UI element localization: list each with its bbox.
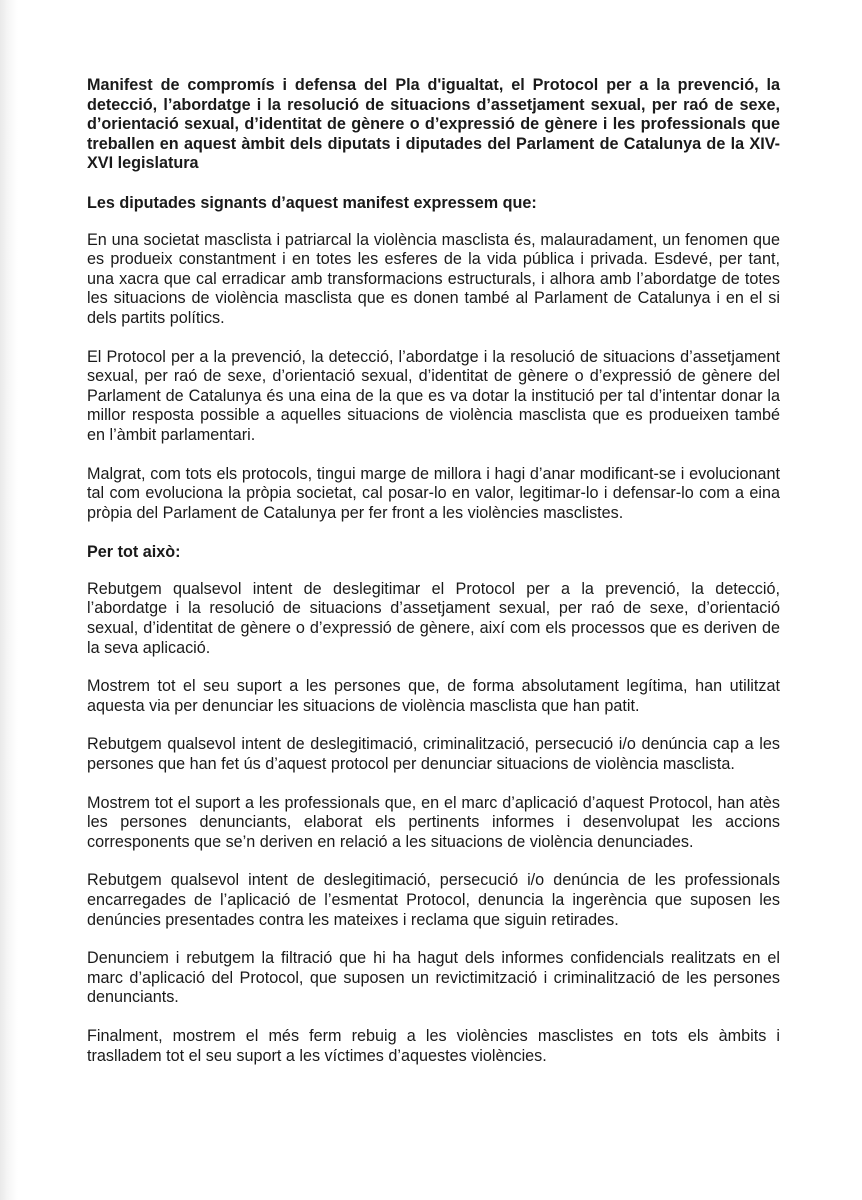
conclusion-paragraph: Denunciem i rebutgem la filtració que hi ha hagut dels informes confidencials realitzats en el marc d’aplicació del Protocol, que suposen un revictimització i criminalització de les persones denunciants. xyxy=(87,949,780,1007)
conclusion-heading: Per tot això: xyxy=(87,543,181,562)
intro-paragraph: El Protocol per a la prevenció, la detecció, l’abordatge i la resolució de situacions d’assetjament sexual, per raó de sexe, d’orientació sexual, d’identitat de gènere o d’expressió de gènere del Parlament de Catalunya és una eina de la que es va dotar la institució per tal d’intentar donar la millor resposta possible a aquelles situacions de violència masclista que es produeixen també en l’àmbit parlamentari. xyxy=(87,347,780,444)
document-title: Manifest de compromís i defensa del Pla d'igualtat, el Protocol per a la prevenció, la detecció, l’abordatge i la resolució de situacions d’assetjament sexual, per raó de sexe, d’orientació sexual, d’identitat de gènere o d’expressió de gènere i les professionals que treballen en aquest àmbit dels diputats i diputades del Parlament de Catalunya de la XIV- XVI legislatura xyxy=(87,76,780,173)
intro-heading: Les diputades signants d’aquest manifest expressem que: xyxy=(87,193,537,212)
conclusion-paragraph: Rebutgem qualsevol intent de deslegitimar el Protocol per a la prevenció, la detecció, l’abordatge i la resolució de situacions d’assetjament sexual, per raó de sexe, d’orientació sexual, d’identitat de gènere o d’expressió de gènere, així com els processos que es deriven de la seva aplicació. xyxy=(87,579,780,657)
conclusion-paragraph: Mostrem tot el seu suport a les persones que, de forma absolutament legítima, han utilitzat aquesta via per denunciar les situacions de violència masclista que han patit. xyxy=(87,677,780,715)
conclusion-paragraph: Mostrem tot el suport a les professionals que, en el marc d’aplicació d’aquest Protocol, han atès les persones denunciants, elaborat els pertinents informes i desenvolupat les accions corresponents que se’n deriven en relació a les situacions de violència denunciades. xyxy=(87,793,780,851)
intro-paragraph: En una societat masclista i patriarcal la violència masclista és, malauradament, un fenomen que es produeix constantment i en totes les esferes de la vida pública i privada. Esdevé, per tant, una xacra que cal erradicar amb transformacions estructurals, i alhora amb l’abordatge de totes les situacions de violència masclista que es donen també al Parlament de Catalunya i en el si dels partits polítics. xyxy=(87,230,780,327)
conclusion-paragraph: Rebutgem qualsevol intent de deslegitimació, persecució i/o denúncia de les professionals encarregades de l’aplicació de l’esmentat Protocol, denuncia la ingerència que suposen les denúncies presentades contra les mateixes i reclama que siguin retirades. xyxy=(87,871,780,929)
document-body xyxy=(87,76,780,1066)
conclusion-paragraph: Rebutgem qualsevol intent de deslegitimació, criminalització, persecució i/o denúncia cap a les persones que han fet ús d’aquest protocol per denunciar situacions de violència masclista. xyxy=(87,735,780,774)
intro-paragraph: Malgrat, com tots els protocols, tingui marge de millora i hagi d’anar modificant-se i evolucionant tal com evoluciona la pròpia societat, cal posar-lo en valor, legitimar-lo i defensar-lo com a eina pròpia del Parlament de Catalunya per fer front a les violències masclistes. xyxy=(87,464,780,522)
conclusion-paragraph: Finalment, mostrem el més ferm rebuig a les violències masclistes en tots els àmbits i traslladem tot el seu suport a les víctimes d’aquestes violències. xyxy=(87,1026,780,1065)
